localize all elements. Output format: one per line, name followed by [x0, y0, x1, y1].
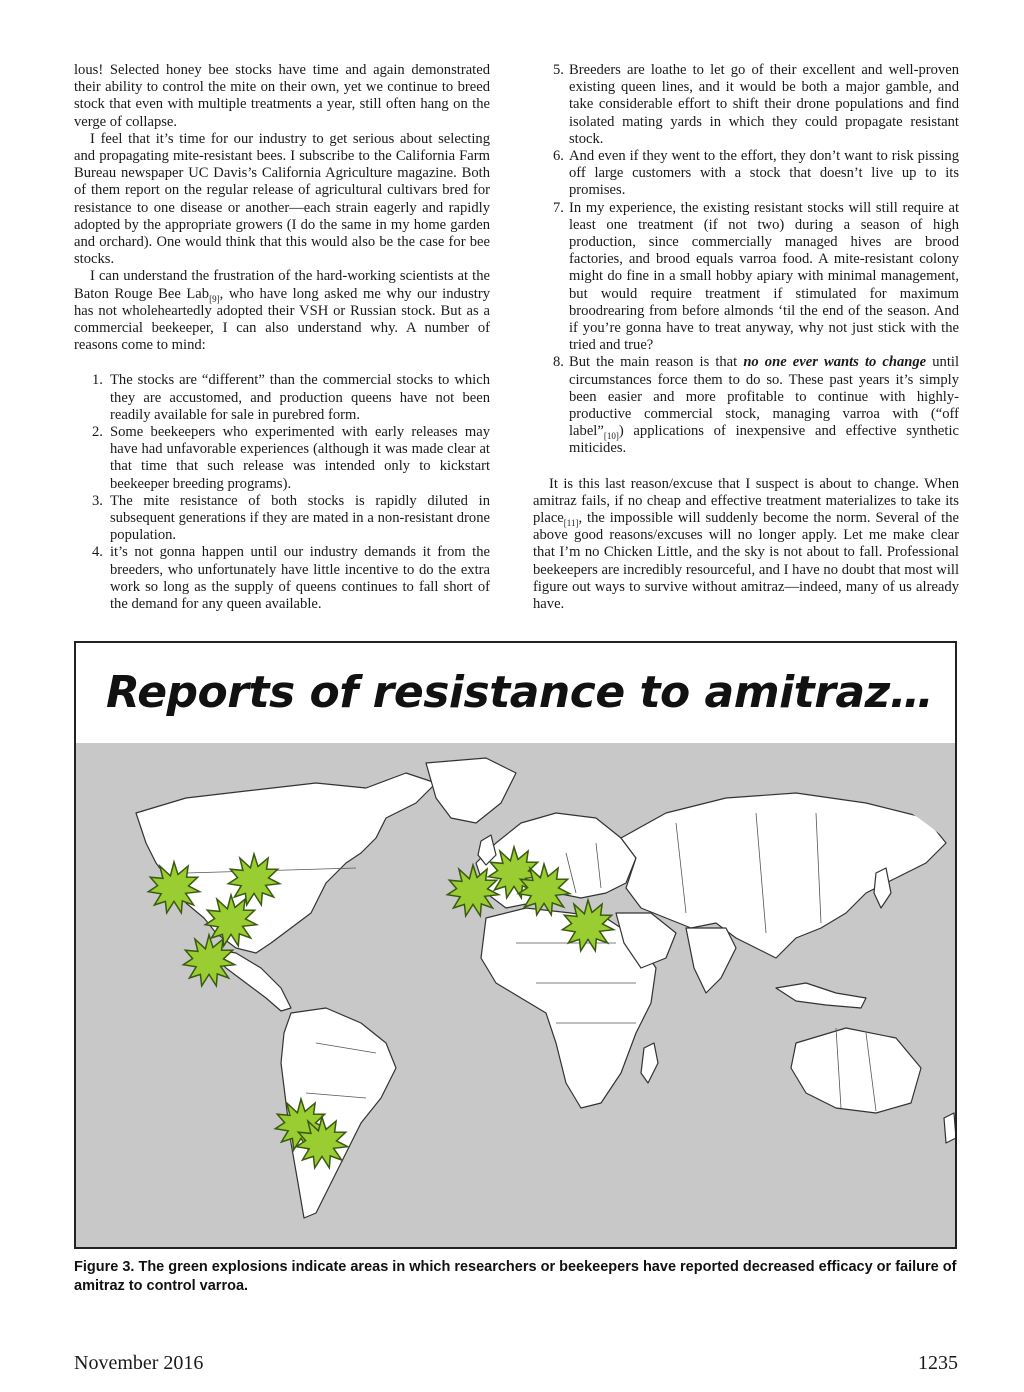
reference-marker: [11]: [563, 517, 579, 528]
list-item: 1. The stocks are “different” than the commercial stocks to which they are accustomed, and production queens have not been readily available for sale in purebred form.: [92, 372, 490, 423]
left-column: [74, 62, 490, 613]
paragraph: I feel that it’s time for our industry to get serious about selecting and propagating mite-resistant bees. I subscribe to the California Farm Bureau newspaper UC Davis’s California Agriculture magazine. Both of them report on the regular release of agricultural cultivars bred for resistance to one disease or another—each strain eagerly and rapidly adopted by the appropriate growers (I do the same in my home garden and orchard). One would think that this would also be the case for bee stocks.: [74, 130, 490, 268]
figure-title: Reports of resistance to amitraz…: [106, 667, 934, 718]
footer-date: November 2016: [74, 1352, 204, 1374]
footer-page-number: 1235: [918, 1352, 958, 1374]
new-zealand: [944, 1113, 956, 1143]
right-column: [533, 62, 959, 613]
list-item: 6. And even if they went to the effort, they don’t want to risk pissing off large customers with a stock that doesn’t live up to its promises.: [553, 148, 959, 199]
paragraph: I can understand the frustration of the hard-working scientists at the Baton Rouge Bee Lab$_{[9]}$, who have long asked me why our industry has not wholeheartedly adopted their VSH or Russian stock. But as a commercial beekeeper, I can also understand why. A number of reasons come to mind:: [74, 268, 490, 354]
list-item: 8. But the main reason is that no one ever wants to change until circumstances force them to do so. These past years it’s simply been easier and more profitable to continue with highly-productive commercial stock, managing varroa with (“off $label”_{[10]}$) applications of inexpensive and effective synthetic miticides.: [553, 354, 960, 457]
reasons-list-right: [533, 62, 959, 458]
figure-map: [74, 641, 957, 1249]
reasons-list-left: [74, 372, 490, 613]
world-map: [76, 743, 956, 1248]
figure-caption: Figure 3. The green explosions indicate areas in which researchers or beekeepers have reported decreased efficacy or failure of amitraz to control varroa.: [74, 1259, 957, 1294]
list-item: 2. Some beekeepers who experimented with early releases may have had unfavorable experiences (although it was made clear at that time that such release was intended only to kickstart beekeeper breeding programs).: [92, 424, 490, 492]
list-item: 5. Breeders are loathe to let go of their excellent and well-proven existing queen lines, and it would be both a major gamble, and take considerable effort to shift their drone populations and find isolated mating yards in which they could propagate resistant stock.: [553, 62, 959, 147]
reference-marker: [9]: [209, 293, 220, 304]
paragraph: lous! Selected honey bee stocks have time and again demonstrated their ability to control the mite on their own, yet we continue to breed stock that even with multiple treatments a year, still often hang on the verge of collapse.: [74, 62, 490, 130]
paragraph: It is this last reason/excuse that I suspect is about to change. When amitraz fails, if no cheap and effective treatment materializes to take its place$_{[11]}$, the impossible will suddenly become the norm. Several of the above good reasons/excuses will no longer apply. Let me make clear that I’m no Chicken Little, and the sky is not about to fall. Professional beekeepers are incredibly resourceful, and I have no doubt that most will figure out ways to survive without amitraz—indeed, many of us already have.: [533, 475, 959, 613]
reference-marker: [10]: [603, 431, 619, 442]
list-item: 3. The mite resistance of both stocks is rapidly diluted in subsequent generations if they are mated in a non-resistant drone population.: [92, 492, 490, 544]
emphasis: no one ever wants to change: [743, 354, 927, 371]
list-item: 4. it’s not gonna happen until our industry demands it from the breeders, who unfortunately have little incentive to do the extra work so long as the supply of queens continues to fall short of the demand for any queen available.: [92, 544, 490, 613]
list-item: 7. In my experience, the existing resistant stocks will still require at least one treatment (if not two) during a season of high production, since commercially managed hives are brood factories, and brood equals varroa food. A mite-resistant colony might do fine in a small hobby apiary with minimal management, but would require treatment if stimulated for maximum broodrearing from before almonds ‘til the end of the season. And if you’re gonna have to treat anyway, why not just stick with the tried and true?: [553, 199, 959, 354]
